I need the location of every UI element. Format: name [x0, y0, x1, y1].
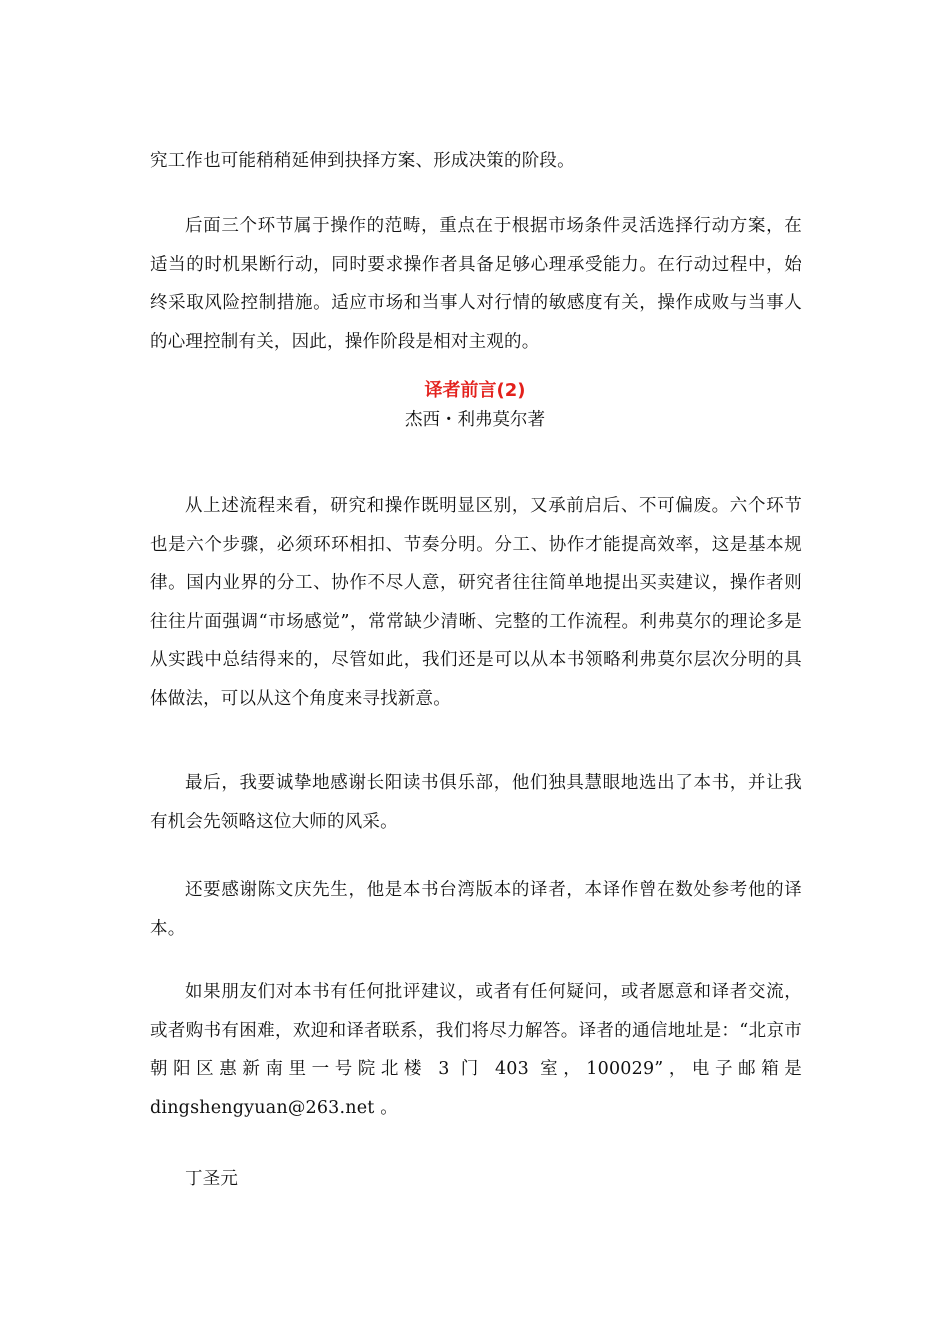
signature: 丁圣元: [185, 1169, 239, 1189]
section-title: 译者前言(2): [424, 380, 526, 401]
paragraph-research-continued: 究工作也可能稍稍延伸到抉择方案、形成决策的阶段。: [150, 151, 575, 171]
paragraph-contact: 如果朋友们对本书有任何批评建议，或者有任何疑问，或者愿意和译者交流，或者购书有困难，欢迎和译者联系，我们将尽力解答。译者的通信地址是：“北京市朝阳区惠新南里一号院北楼 3 门 403 室，100029”，电子邮箱是 dingshengyuan@263.net 。: [150, 982, 802, 1118]
paragraph-thanks-translator: 还要感谢陈文庆先生，他是本书台湾版本的译者，本译作曾在数处参考他的译本。: [150, 880, 802, 939]
paragraph-process-summary: 从上述流程来看，研究和操作既明显区别，又承前启后、不可偏废。六个环节也是六个步骤，必须环环相扣、节奏分明。分工、协作才能提高效率，这是基本规律。国内业界的分工、协作不尽人意，研究者往往简单地提出买卖建议，操作者则往往片面强调“市场感觉”，常常缺少清晰、完整的工作流程。利弗莫尔的理论多是从实践中总结得来的，尽管如此，我们还是可以从本书领略利弗莫尔层次分明的具体做法，可以从这个角度来寻找新意。: [150, 496, 802, 709]
author-line: 杰西・利弗莫尔著: [405, 410, 545, 430]
paragraph-thanks-club: 最后，我要诚挚地感谢长阳读书俱乐部，他们独具慧眼地选出了本书，并让我有机会先领略这位大师的风采。: [150, 773, 802, 832]
paragraph-operation-phase: 后面三个环节属于操作的范畴，重点在于根据市场条件灵活选择行动方案，在适当的时机果断行动，同时要求操作者具备足够心理承受能力。在行动过程中，始终采取风险控制措施。适应市场和当事人对行情的敏感度有关，操作成败与当事人的心理控制有关，因此，操作阶段是相对主观的。: [150, 216, 802, 352]
